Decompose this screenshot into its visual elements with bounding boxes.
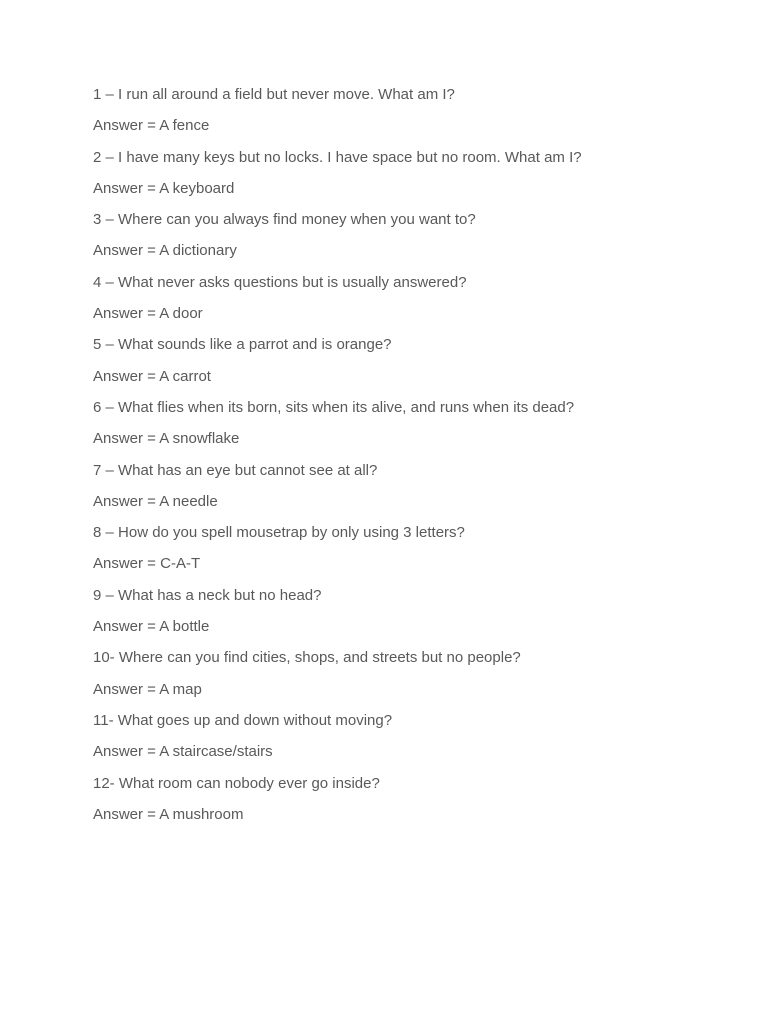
- riddle-question-10: 10- Where can you find cities, shops, and streets but no people?: [93, 649, 521, 667]
- riddle-question-7: 7 – What has an eye but cannot see at all?: [93, 461, 378, 479]
- riddle-answer-6: Answer = A snowflake: [93, 430, 240, 448]
- riddle-answer-11: Answer = A staircase/stairs: [93, 743, 273, 761]
- riddle-question-6: 6 – What flies when its born, sits when its alive, and runs when its dead?: [93, 398, 575, 416]
- riddle-question-4: 4 – What never asks questions but is usually answered?: [93, 273, 467, 291]
- riddle-answer-2: Answer = A keyboard: [93, 179, 235, 197]
- riddle-answer-12: Answer = A mushroom: [93, 805, 244, 823]
- riddle-question-2: 2 – I have many keys but no locks. I have space but no room. What am I?: [93, 148, 582, 166]
- riddle-question-12: 12- What room can nobody ever go inside?: [93, 774, 380, 792]
- riddle-question-1: 1 – I run all around a field but never move. What am I?: [93, 86, 455, 103]
- riddle-answer-7: Answer = A needle: [93, 492, 218, 510]
- riddle-question-8: 8 – How do you spell mousetrap by only using 3 letters?: [93, 524, 465, 542]
- riddle-answer-8: Answer = C-A-T: [93, 555, 201, 573]
- riddle-question-5: 5 – What sounds like a parrot and is orange?: [93, 336, 392, 354]
- riddle-question-9: 9 – What has a neck but no head?: [93, 586, 322, 604]
- riddle-answer-3: Answer = A dictionary: [93, 242, 237, 260]
- riddle-answer-5: Answer = A carrot: [93, 367, 211, 385]
- riddle-answer-9: Answer = A bottle: [93, 618, 210, 636]
- riddle-question-11: 11- What goes up and down without moving?: [93, 711, 393, 729]
- riddle-answer-10: Answer = A map: [93, 680, 202, 698]
- riddle-answer-4: Answer = A door: [93, 305, 203, 323]
- riddle-question-3: 3 – Where can you always find money when you want to?: [93, 211, 476, 229]
- riddle-answer-1: Answer = A fence: [93, 117, 210, 135]
- document-body: [93, 86, 733, 837]
